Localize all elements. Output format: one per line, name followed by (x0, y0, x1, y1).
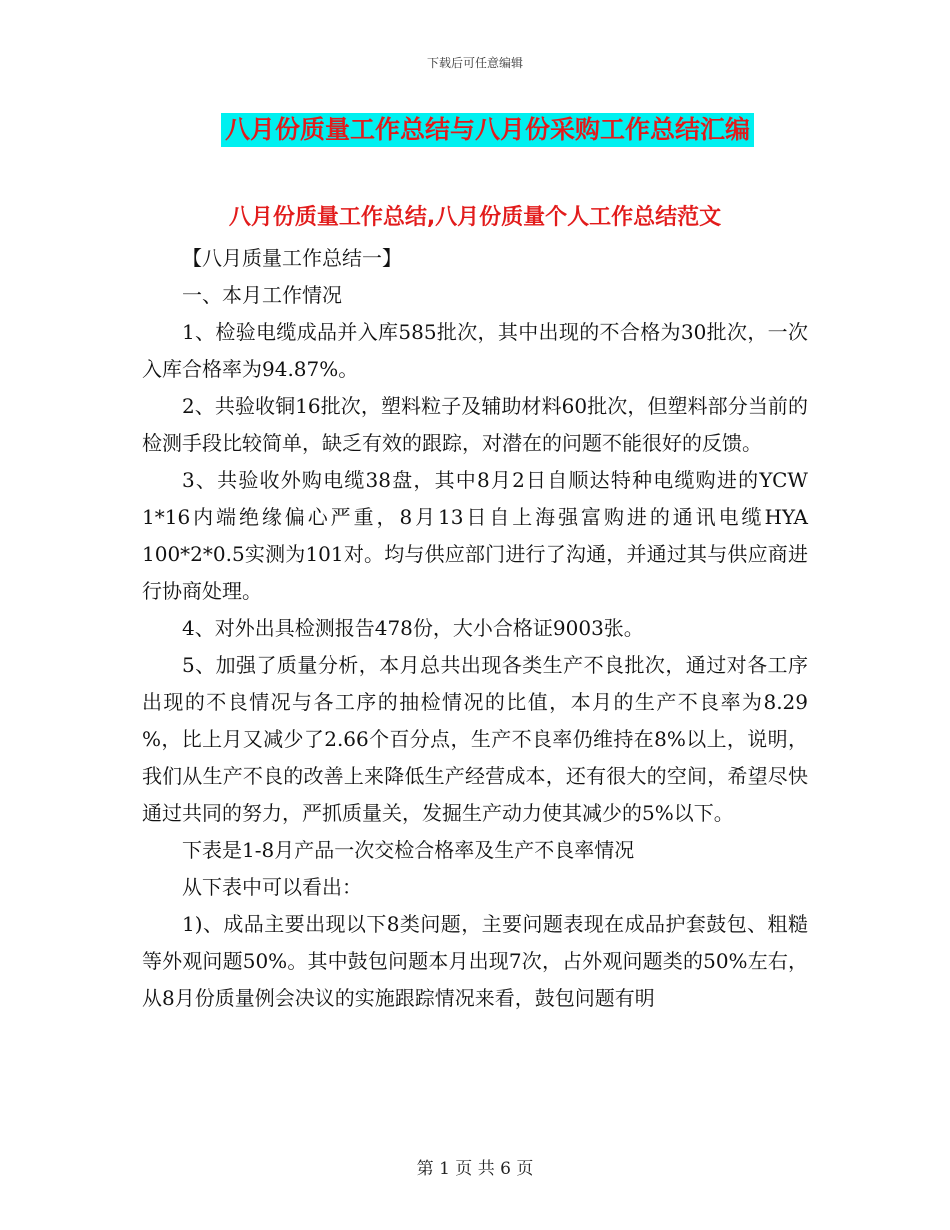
body-paragraph: 下表是1-8月产品一次交检合格率及生产不良率情况 (182, 838, 635, 862)
body-paragraph: 2、共验收铜16批次，塑料粒子及辅助材料60批次，但塑料部分当前的检测手段比较简单，缺乏有效的跟踪，对潜在的问题不能很好的反馈。 (142, 394, 808, 455)
body-paragraph: 5、加强了质量分析，本月总共出现各类生产不良批次，通过对各工序出现的不良情况与各工序的抽检情况的比值，本月的生产不良率为8.29 %，比上月又减少了2.66个百分点，生产不良率仍维持在8%以上，说明，我们从生产不良的改善上来降低生产经营成本，还有很大的空间，希望尽快通过共同的努力，严抓质量关，发掘生产动力使其减少的5%以下。 (142, 653, 808, 825)
body-paragraph: 4、对外出具检测报告478份，大小合格证9003张。 (182, 616, 644, 640)
body-paragraph: 1)、成品主要出现以下8类问题，主要问题表现在成品护套鼓包、粗糙等外观问题50%。其中鼓包问题本月出现7次，占外观问题类的50%左右，从8月份质量例会决议的实施跟踪情况来看，鼓包问题有明 (142, 912, 808, 1010)
section-heading: 【八月质量工作总结一】 (182, 246, 402, 270)
header-note: 下载后可任意编辑 (426, 56, 523, 70)
page-footer: 第 1 页 共 6 页 (416, 1159, 534, 1179)
body-paragraph: 1、检验电缆成品并入库585批次，其中出现的不合格为30批次，一次入库合格率为94.87%。 (142, 320, 808, 381)
document-title: 八月份质量工作总结与八月份采购工作总结汇编 (221, 113, 754, 147)
section-heading: 一、本月工作情况 (182, 283, 342, 307)
document-body (142, 240, 808, 1017)
document-subtitle: 八月份质量工作总结,八月份质量个人工作总结范文 (228, 205, 722, 230)
body-paragraph: 从下表中可以看出： (182, 875, 362, 899)
body-paragraph: 3、共验收外购电缆38盘，其中8月2日自顺达特种电缆购进的YCW 1*16内端绝缘偏心严重，8月13日自上海强富购进的通讯电缆HYA 100*2*0.5实测为101对。均与供应部门进行了沟通，并通过其与供应商进行协商处理。 (142, 468, 808, 603)
